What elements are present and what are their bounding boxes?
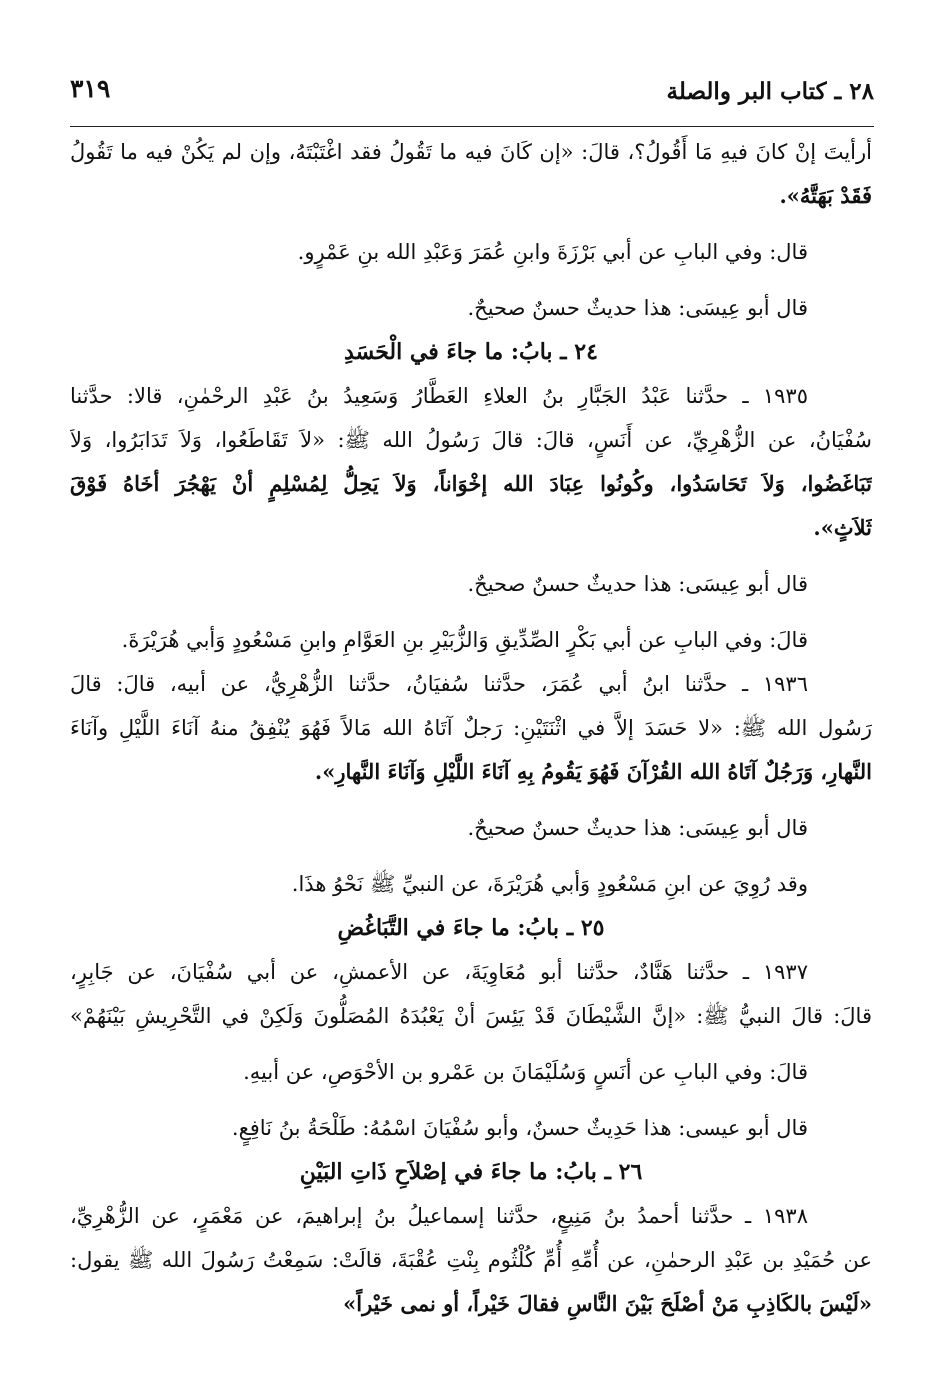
hadith-line: عن حُمَيْدِ بن عَبْدِ الرحمٰنِ، عن أُمِّهِ أُمِّ كُلْثُوم بِنْتِ عُقْبَةَ، قالَتْ: سَمِعْتُ رَسُولَ الله ﷺ يقول: bbox=[70, 1248, 872, 1272]
text-line: قالَ: وفي البابِ عن أبي بَكْرٍ الصِّدِّيقِ وَالزُّبَيْرِ بنِ العَوَّامِ وابنِ مَسْعُودٍ وَأبي هُرَيْرَةَ. bbox=[121, 628, 808, 652]
hadith-line: ١٩٣٦ ـ حدَّثنا ابنُ أبي عُمَرَ، حدَّثنا سُفيَانُ، حدَّثنا الزُّهْرِيُّ، عن أبيه، قالَ: قالَ bbox=[70, 672, 808, 696]
text-line: قال أبو عِيسَى: هذا حديثٌ حسنٌ صحيحٌ. bbox=[467, 296, 808, 320]
section-heading: ٢٤ ـ بابُ: ما جاءَ في الْحَسَدِ bbox=[344, 339, 598, 365]
hadith-line: قالَ: قالَ النبيُّ ﷺ: «إنَّ الشَّيْطَانَ قَدْ يَئِسَ أنْ يَعْبُدَهُ المُصَلُّونَ وَلَكِنْ في التَّحْرِيشِ بَيْنَهُمْ» bbox=[70, 1004, 872, 1028]
text-line: قال أبو عيسى: هذا حَدِيثٌ حسنٌ، وأبو سُفْيَانَ اسْمُهُ: طَلْحَةُ بنُ نَافِعٍ. bbox=[231, 1116, 808, 1140]
hadith-line: ١٩٣٧ ـ حدَّثنا هَنَّادٌ، حدَّثنا أبو مُعَاوِيَةَ، عن الأعمشِ، عن أبي سُفْيَانَ، عن جَابِرٍ، bbox=[70, 960, 808, 984]
page-number: ٣١٩ bbox=[70, 74, 111, 103]
hadith-line: تَبَاغَضُوا، وَلاَ تَحَاسَدُوا، وكُونُوا عِبَادَ الله إخْوَاناً، وَلاَ يَحِلُّ لِمُسْلِمٍ أنْ يَهْجُرَ أخَاهُ فَوْقَ bbox=[70, 471, 872, 496]
text-line: فَقَدْ بَهَتَّهُ». bbox=[779, 183, 872, 208]
text-line: قالَ: وفي البابِ عن أنَسٍ وَسُلَيْمَانَ بن عَمْرو بن الأحْوَصِ، عن أبيهِ. bbox=[243, 1060, 808, 1084]
text-body bbox=[70, 130, 872, 1326]
text-line: وقد رُوِيَ عن ابنِ مَسْعُودٍ وَأبي هُرَيْرَةَ، عن النبيِّ ﷺ نَحْوُ هذَا. bbox=[291, 872, 808, 896]
text-line: قال أبو عِيسَى: هذا حديثٌ حسنٌ صحيحٌ. bbox=[467, 572, 808, 596]
text-line: أرأيتَ إنْ كانَ فيهِ مَا أَقُولُ؟، قالَ: «إن كَانَ فيه ما تَقُولُ فقد اغْتَبْتَهُ، وإن لم يَكُنْ فيه ما تَقُولُ bbox=[70, 140, 872, 164]
hadith-line: سُفْيَانُ، عن الزُّهْرِيِّ، عن أَنَسٍ، قالَ: قالَ رَسُولُ الله ﷺ: «لاَ تَقَاطَعُوا، وَلاَ تَدَابَرُوا، وَلاَ bbox=[70, 428, 872, 452]
section-heading: ٢٥ ـ بابُ: ما جاءَ في التَّبَاغُضِ bbox=[337, 915, 605, 941]
hadith-line: ١٩٣٥ ـ حدَّثنا عَبْدُ الجَبَّارِ بنُ العلاءِ العَطَّارُ وَسَعِيدُ بنُ عَبْدِ الرحْمٰنِ، قالا: حدَّثنا bbox=[70, 384, 808, 408]
chapter-title: ٢٨ ـ كتاب البر والصلة bbox=[666, 78, 874, 105]
hadith-line: ١٩٣٨ ـ حدَّثنا أحمدُ بنُ مَنِيعٍ، حدَّثنا إسماعيلُ بنُ إبراهيمَ، عن مَعْمَرٍ، عن الزُّهْرِيِّ، bbox=[70, 1204, 808, 1228]
hadith-line: النَّهارِ، وَرَجُلٌ آتَاهُ الله القُرْآنَ فَهُوَ يَقُومُ بِهِ آنَاءَ اللَّيْلِ وَآنَاءَ النَّهارِ». bbox=[314, 759, 872, 784]
section-heading: ٢٦ ـ بابُ: ما جاءَ في إصْلاَحِ ذَاتِ البَيْنِ bbox=[299, 1159, 643, 1185]
text-line: قال أبو عِيسَى: هذا حديثٌ حسنٌ صحيحٌ. bbox=[467, 816, 808, 840]
hadith-line: «لَيْسَ بالكَاذِبِ مَنْ أصْلَحَ بَيْنَ النَّاسِ فقالَ خَيْراً، أو نمى خَيْراً» bbox=[343, 1291, 872, 1316]
page-header bbox=[70, 72, 874, 112]
text-line: قال: وفي البابِ عن أبي بَرْزَةَ وابنِ عُمَرَ وَعَبْدِ الله بنِ عَمْرٍو. bbox=[297, 240, 808, 264]
hadith-line: ثَلاَثٍ». bbox=[813, 515, 872, 540]
header-rule bbox=[70, 126, 874, 127]
hadith-line: رَسُول الله ﷺ: «لا حَسَدَ إلاَّ في اثْنَتَيْنِ: رَجلٌ آتَاهُ الله مَالاً فَهُوَ يُنْفِقُ منهُ آنَاءَ اللَّيْلِ وآنَاءَ bbox=[70, 716, 872, 740]
